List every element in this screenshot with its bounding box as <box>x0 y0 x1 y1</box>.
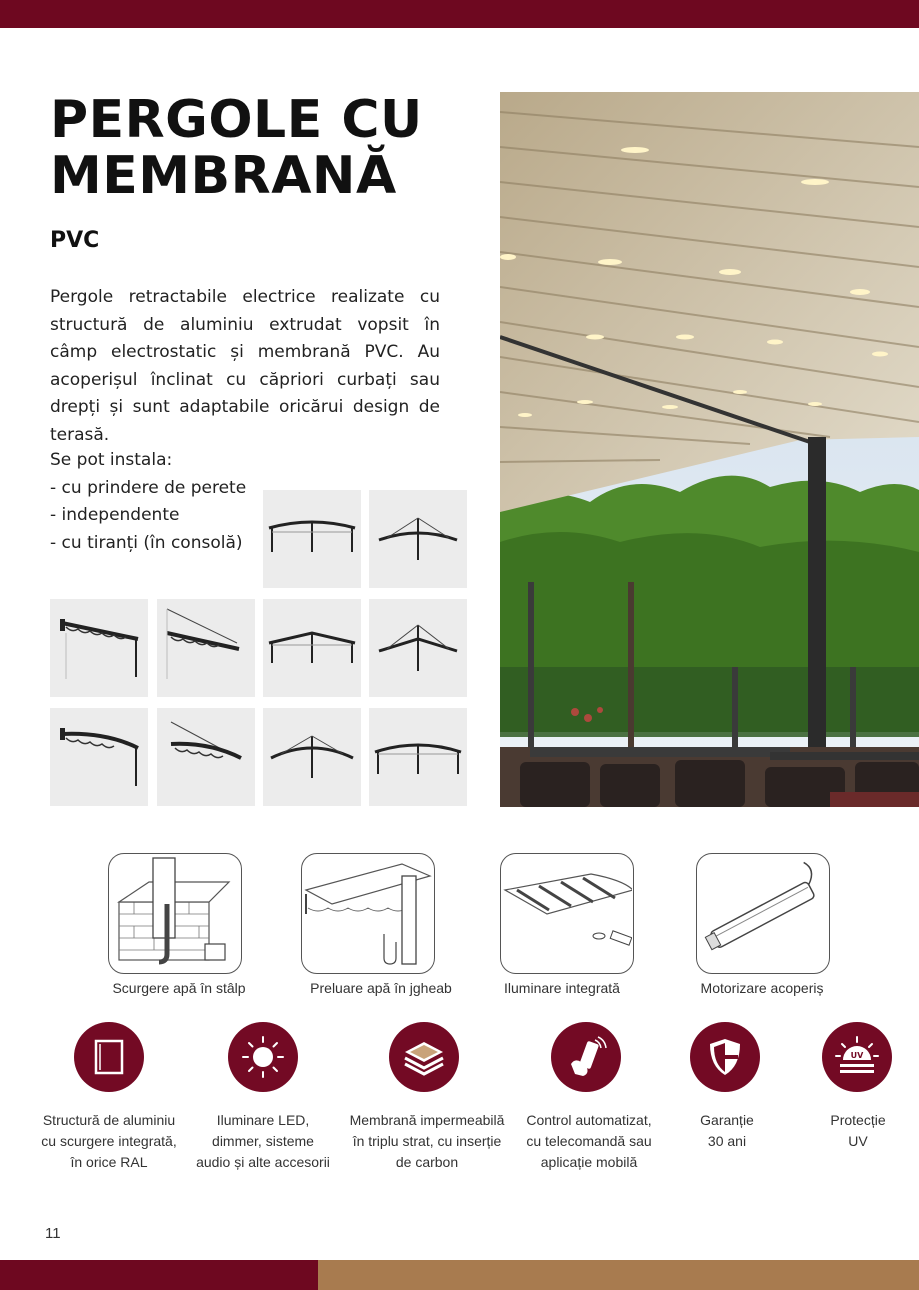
drainage-post-icon <box>108 853 242 974</box>
config-wall-tension-curved-diagram <box>157 708 255 806</box>
config-wall-curved-diagram <box>50 708 148 806</box>
remote-control-icon <box>551 1022 621 1092</box>
product-description: Pergole retractabile electrice realizate cu structură de aluminiu extrudat vopsit în câmp electrostatic și membrană PVC. Au acoperișul înclinat cu căpriori curbați sau drepți și sunt adaptabile oricărui design de terasă. <box>50 287 440 445</box>
config-wall-tension-straight-diagram <box>157 599 255 697</box>
benefit-label: Membrană impermeabilă în triplu strat, cu inserție de carbon <box>349 1112 505 1170</box>
feature-label: Iluminare integrată <box>504 980 620 996</box>
install-option: - independente <box>50 505 180 525</box>
bottom-band-accent <box>318 1260 919 1290</box>
config-cantilever-peaked-diagram <box>369 599 467 697</box>
benefit-label: Control automatizat, cu telecomandă sau aplicație mobilă <box>526 1112 652 1170</box>
feature-label: Preluare apă în jgheab <box>310 980 452 996</box>
motor-icon <box>696 853 830 974</box>
install-options <box>50 447 246 557</box>
led-sun-icon <box>228 1022 298 1092</box>
uv-badge-text: UV <box>850 1051 864 1060</box>
config-cantilever-curved-diagram <box>369 490 467 588</box>
config-cantilever-curved-down-diagram <box>263 708 361 806</box>
shield-icon <box>690 1022 760 1092</box>
benefit-label: Protecție UV <box>830 1112 886 1149</box>
top-band <box>0 0 919 28</box>
gutter-icon <box>301 853 435 974</box>
benefit-label: Garanție 30 ani <box>700 1112 754 1149</box>
install-option: - cu tiranți (în consolă) <box>50 532 243 553</box>
feature-label: Scurgere apă în stâlp <box>112 980 246 996</box>
install-option: - cu prindere de perete <box>50 477 247 498</box>
uv-sun-icon <box>822 1022 892 1092</box>
layers-icon <box>389 1022 459 1092</box>
config-freestanding-peaked-diagram <box>263 599 361 697</box>
install-heading: Se pot instala: <box>50 450 173 470</box>
frame-icon <box>74 1022 144 1092</box>
page-title: PERGOLE CU MEMBRANĂ <box>50 90 423 206</box>
page-subtitle: PVC <box>50 228 100 253</box>
benefit-label: Structură de aluminiu cu scurgere integrată, în orice RAL <box>41 1112 177 1170</box>
config-wall-straight-diagram <box>50 599 148 697</box>
config-freestanding-curved-diagram <box>263 490 361 588</box>
page-number: 11 <box>45 1225 61 1242</box>
pergola-terrace-photo <box>500 92 919 807</box>
integrated-lighting-icon <box>500 853 634 974</box>
bottom-band-primary <box>0 1260 318 1290</box>
config-freestanding-arched-diagram <box>369 708 467 806</box>
feature-label: Motorizare acoperiș <box>700 980 824 996</box>
benefit-label: Iluminare LED, dimmer, sisteme audio și alte accesorii <box>196 1112 330 1170</box>
